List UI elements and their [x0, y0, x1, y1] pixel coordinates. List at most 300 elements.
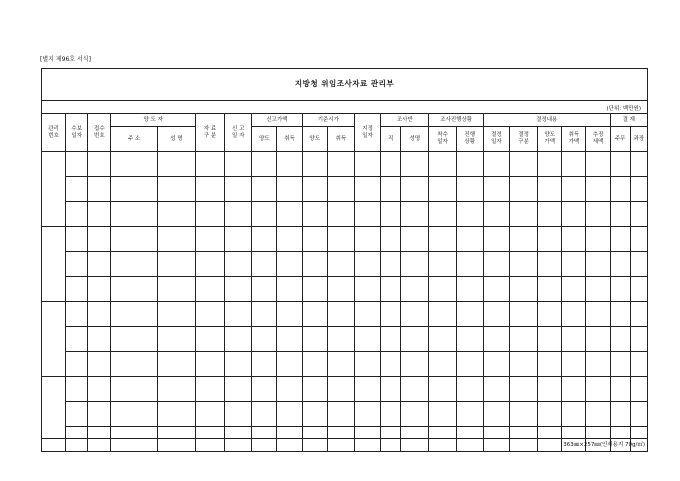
entry-cell[interactable]	[401, 327, 429, 352]
entry-cell[interactable]	[277, 352, 302, 377]
entry-cell[interactable]	[327, 352, 354, 377]
entry-cell[interactable]	[586, 277, 610, 302]
entry-cell[interactable]	[225, 377, 252, 402]
entry-cell[interactable]	[355, 427, 381, 452]
entry-cell[interactable]	[66, 202, 88, 227]
entry-cell[interactable]	[327, 277, 354, 302]
entry-cell[interactable]	[327, 177, 354, 202]
entry-cell[interactable]	[538, 202, 562, 227]
entry-cell[interactable]	[610, 252, 630, 277]
entry-cell[interactable]	[302, 427, 327, 452]
entry-cell[interactable]	[562, 177, 586, 202]
entry-cell[interactable]	[111, 177, 157, 202]
entry-cell[interactable]	[195, 252, 224, 277]
entry-cell[interactable]	[401, 252, 429, 277]
entry-cell[interactable]	[302, 227, 327, 252]
entry-cell[interactable]	[88, 277, 111, 302]
entry-cell[interactable]	[157, 302, 195, 327]
entry-cell[interactable]	[562, 327, 586, 352]
entry-cell[interactable]	[562, 277, 586, 302]
header-officer: 주무	[610, 127, 630, 152]
header-additional-tax: 추징 세액	[586, 127, 610, 152]
entry-cell[interactable]	[429, 152, 456, 177]
entry-cell[interactable]	[630, 227, 647, 252]
entry-cell[interactable]	[195, 302, 224, 327]
entry-cell[interactable]	[88, 227, 111, 252]
entry-cell[interactable]	[157, 402, 195, 427]
header-reported-acquisition: 취득	[277, 127, 302, 152]
entry-cell[interactable]	[252, 252, 277, 277]
entry-cell[interactable]	[225, 152, 252, 177]
entry-cell[interactable]	[586, 202, 610, 227]
mgmt-no-cell[interactable]	[42, 302, 66, 377]
entry-cell[interactable]	[277, 327, 302, 352]
entry-cell[interactable]	[252, 427, 277, 452]
entry-cell[interactable]	[355, 377, 381, 402]
entry-cell[interactable]	[225, 302, 252, 327]
entry-cell[interactable]	[538, 252, 562, 277]
entry-cell[interactable]	[456, 252, 483, 277]
entry-cell[interactable]	[456, 302, 483, 327]
entry-cell[interactable]	[327, 377, 354, 402]
entry-cell[interactable]	[225, 327, 252, 352]
entry-cell[interactable]	[88, 202, 111, 227]
entry-cell[interactable]	[88, 402, 111, 427]
entry-cell[interactable]	[277, 252, 302, 277]
entry-cell[interactable]	[195, 402, 224, 427]
entry-cell[interactable]	[456, 427, 483, 452]
entry-cell[interactable]	[538, 177, 562, 202]
unit-label: (단위: 백만원)	[606, 106, 641, 112]
entry-cell[interactable]	[610, 177, 630, 202]
entry-cell[interactable]	[483, 227, 509, 252]
entry-cell[interactable]	[538, 302, 562, 327]
entry-cell[interactable]	[562, 202, 586, 227]
entry-cell[interactable]	[483, 152, 509, 177]
entry-cell[interactable]	[562, 227, 586, 252]
entry-cell[interactable]	[381, 227, 401, 252]
entry-cell[interactable]	[610, 202, 630, 227]
entry-cell[interactable]	[277, 202, 302, 227]
entry-cell[interactable]	[401, 277, 429, 302]
entry-cell[interactable]	[355, 202, 381, 227]
entry-cell[interactable]	[630, 402, 647, 427]
entry-cell[interactable]	[538, 377, 562, 402]
entry-cell[interactable]	[509, 302, 537, 327]
entry-cell[interactable]	[195, 177, 224, 202]
entry-cell[interactable]	[252, 402, 277, 427]
entry-cell[interactable]	[610, 377, 630, 402]
entry-cell[interactable]	[277, 277, 302, 302]
entry-cell[interactable]	[562, 377, 586, 402]
entry-cell[interactable]	[630, 352, 647, 377]
entry-cell[interactable]	[456, 227, 483, 252]
entry-cell[interactable]	[456, 202, 483, 227]
entry-cell[interactable]	[66, 377, 88, 402]
entry-cell[interactable]	[225, 402, 252, 427]
entry-cell[interactable]	[277, 402, 302, 427]
entry-cell[interactable]	[327, 427, 354, 452]
entry-cell[interactable]	[277, 227, 302, 252]
entry-cell[interactable]	[66, 327, 88, 352]
table-row	[42, 427, 648, 452]
entry-cell[interactable]	[509, 252, 537, 277]
table-row	[42, 352, 648, 377]
entry-cell[interactable]	[456, 327, 483, 352]
entry-cell[interactable]	[538, 227, 562, 252]
entry-cell[interactable]	[252, 177, 277, 202]
entry-cell[interactable]	[456, 177, 483, 202]
entry-cell[interactable]	[381, 377, 401, 402]
entry-cell[interactable]	[302, 377, 327, 402]
entry-cell[interactable]	[111, 402, 157, 427]
entry-cell[interactable]	[509, 277, 537, 302]
entry-cell[interactable]	[538, 402, 562, 427]
entry-cell[interactable]	[610, 402, 630, 427]
entry-cell[interactable]	[157, 227, 195, 252]
entry-cell[interactable]	[88, 327, 111, 352]
entry-cell[interactable]	[509, 402, 537, 427]
entry-cell[interactable]	[111, 427, 157, 452]
entry-cell[interactable]	[381, 352, 401, 377]
entry-cell[interactable]	[586, 352, 610, 377]
header-standard-transfer: 양도	[302, 127, 327, 152]
entry-cell[interactable]	[483, 202, 509, 227]
entry-cell[interactable]	[252, 327, 277, 352]
entry-cell[interactable]	[586, 252, 610, 277]
entry-cell[interactable]	[509, 352, 537, 377]
entry-cell[interactable]	[509, 227, 537, 252]
entry-cell[interactable]	[355, 327, 381, 352]
header-reported-price: 신고가액	[252, 114, 302, 127]
table-row	[42, 377, 648, 402]
entry-cell[interactable]	[630, 277, 647, 302]
entry-cell[interactable]	[538, 327, 562, 352]
entry-cell[interactable]	[429, 427, 456, 452]
entry-cell[interactable]	[456, 352, 483, 377]
table-row	[42, 177, 648, 202]
entry-cell[interactable]	[429, 202, 456, 227]
entry-cell[interactable]	[225, 227, 252, 252]
entry-cell[interactable]	[586, 302, 610, 327]
entry-cell[interactable]	[225, 352, 252, 377]
entry-cell[interactable]	[456, 377, 483, 402]
entry-cell[interactable]	[302, 202, 327, 227]
header-mgmt-no: 관리 번호	[42, 114, 66, 152]
entry-cell[interactable]	[157, 152, 195, 177]
entry-cell[interactable]	[456, 402, 483, 427]
entry-cell[interactable]	[195, 427, 224, 452]
entry-cell[interactable]	[66, 277, 88, 302]
entry-cell[interactable]	[401, 302, 429, 327]
entry-cell[interactable]	[483, 327, 509, 352]
entry-cell[interactable]	[327, 327, 354, 352]
header-progress-status: 진행 상황	[456, 127, 483, 152]
entry-cell[interactable]	[610, 352, 630, 377]
entry-cell[interactable]	[538, 152, 562, 177]
entry-cell[interactable]	[355, 277, 381, 302]
entry-cell[interactable]	[610, 327, 630, 352]
entry-cell[interactable]	[252, 227, 277, 252]
entry-cell[interactable]	[355, 302, 381, 327]
entry-cell[interactable]	[225, 202, 252, 227]
entry-cell[interactable]	[66, 302, 88, 327]
entry-cell[interactable]	[630, 202, 647, 227]
entry-cell[interactable]	[302, 327, 327, 352]
entry-cell[interactable]	[401, 402, 429, 427]
entry-cell[interactable]	[610, 227, 630, 252]
entry-cell[interactable]	[586, 177, 610, 202]
entry-cell[interactable]	[381, 277, 401, 302]
entry-cell[interactable]	[66, 227, 88, 252]
entry-cell[interactable]	[327, 152, 354, 177]
entry-cell[interactable]	[327, 227, 354, 252]
entry-cell[interactable]	[111, 377, 157, 402]
entry-cell[interactable]	[401, 377, 429, 402]
entry-cell[interactable]	[381, 202, 401, 227]
entry-cell[interactable]	[509, 327, 537, 352]
table-row	[42, 327, 648, 352]
header-decision-date: 결정 일자	[483, 127, 509, 152]
mgmt-no-cell[interactable]	[42, 377, 66, 452]
table-row	[42, 402, 648, 427]
entry-cell[interactable]	[401, 202, 429, 227]
entry-cell[interactable]	[277, 177, 302, 202]
entry-cell[interactable]	[483, 427, 509, 452]
entry-cell[interactable]	[302, 152, 327, 177]
table-row	[42, 302, 648, 327]
entry-cell[interactable]	[195, 352, 224, 377]
entry-cell[interactable]	[157, 352, 195, 377]
entry-cell[interactable]	[562, 252, 586, 277]
entry-cell[interactable]	[538, 352, 562, 377]
entry-cell[interactable]	[157, 252, 195, 277]
entry-cell[interactable]	[252, 352, 277, 377]
entry-cell[interactable]	[381, 327, 401, 352]
entry-cell[interactable]	[111, 302, 157, 327]
entry-cell[interactable]	[157, 177, 195, 202]
entry-cell[interactable]	[302, 252, 327, 277]
entry-cell[interactable]	[252, 277, 277, 302]
entry-cell[interactable]	[302, 352, 327, 377]
entry-cell[interactable]	[66, 402, 88, 427]
entry-cell[interactable]	[456, 277, 483, 302]
entry-cell[interactable]	[252, 302, 277, 327]
entry-cell[interactable]	[252, 202, 277, 227]
entry-cell[interactable]	[401, 427, 429, 452]
entry-cell[interactable]	[355, 402, 381, 427]
header-investigation-team: 조사반	[381, 114, 429, 127]
entry-cell[interactable]	[88, 252, 111, 277]
entry-cell[interactable]	[610, 302, 630, 327]
entry-cell[interactable]	[630, 377, 647, 402]
mgmt-no-cell[interactable]	[42, 152, 66, 227]
entry-cell[interactable]	[327, 402, 354, 427]
entry-cell[interactable]	[277, 302, 302, 327]
header-address: 주 소	[111, 127, 157, 152]
entry-cell[interactable]	[195, 327, 224, 352]
entry-cell[interactable]	[66, 252, 88, 277]
entry-cell[interactable]	[302, 277, 327, 302]
entry-cell[interactable]	[302, 402, 327, 427]
entry-cell[interactable]	[381, 177, 401, 202]
entry-cell[interactable]	[586, 327, 610, 352]
entry-cell[interactable]	[538, 277, 562, 302]
entry-cell[interactable]	[157, 327, 195, 352]
entry-cell[interactable]	[509, 177, 537, 202]
entry-cell[interactable]	[111, 227, 157, 252]
entry-cell[interactable]	[610, 277, 630, 302]
entry-cell[interactable]	[630, 327, 647, 352]
entry-cell[interactable]	[456, 152, 483, 177]
entry-cell[interactable]	[88, 177, 111, 202]
entry-cell[interactable]	[381, 152, 401, 177]
entry-cell[interactable]	[562, 302, 586, 327]
header-receipt-date: 수보 일자	[66, 114, 88, 152]
entry-cell[interactable]	[483, 352, 509, 377]
entry-cell[interactable]	[225, 252, 252, 277]
header-reported-transfer: 양도	[252, 127, 277, 152]
entry-cell[interactable]	[88, 352, 111, 377]
entry-cell[interactable]	[195, 152, 224, 177]
entry-cell[interactable]	[88, 427, 111, 452]
header-intake-no: 접수 번호	[88, 114, 111, 152]
entry-cell[interactable]	[66, 152, 88, 177]
entry-cell[interactable]	[111, 152, 157, 177]
header-data-type: 자 료 구 분	[195, 114, 224, 152]
entry-cell[interactable]	[157, 427, 195, 452]
entry-cell[interactable]	[225, 427, 252, 452]
entry-cell[interactable]	[483, 277, 509, 302]
entry-cell[interactable]	[355, 352, 381, 377]
entry-cell[interactable]	[252, 377, 277, 402]
entry-cell[interactable]	[88, 302, 111, 327]
header-progress: 조사진행상황	[429, 114, 483, 127]
entry-cell[interactable]	[355, 177, 381, 202]
entry-cell[interactable]	[401, 227, 429, 252]
entry-cell[interactable]	[381, 427, 401, 452]
ledger-body	[42, 152, 648, 452]
entry-cell[interactable]	[355, 152, 381, 177]
paper-size-note: 363㎜×257㎜(인쇄용지 70g/㎡)	[563, 442, 645, 448]
entry-cell[interactable]	[381, 402, 401, 427]
entry-cell[interactable]	[562, 352, 586, 377]
entry-cell[interactable]	[429, 177, 456, 202]
entry-cell[interactable]	[630, 177, 647, 202]
entry-cell[interactable]	[195, 202, 224, 227]
header-decision-type: 결정 구분	[509, 127, 537, 152]
entry-cell[interactable]	[157, 202, 195, 227]
header-approval: 결 재	[610, 114, 647, 127]
entry-cell[interactable]	[586, 227, 610, 252]
entry-cell[interactable]	[277, 377, 302, 402]
entry-cell[interactable]	[401, 152, 429, 177]
entry-cell[interactable]	[586, 152, 610, 177]
entry-cell[interactable]	[277, 152, 302, 177]
entry-cell[interactable]	[483, 377, 509, 402]
entry-cell[interactable]	[429, 352, 456, 377]
table-row	[42, 277, 648, 302]
entry-cell[interactable]	[401, 352, 429, 377]
entry-cell[interactable]	[483, 252, 509, 277]
form-frame	[41, 68, 648, 439]
entry-cell[interactable]	[88, 152, 111, 177]
entry-cell[interactable]	[381, 302, 401, 327]
entry-cell[interactable]	[509, 377, 537, 402]
entry-cell[interactable]	[586, 377, 610, 402]
entry-cell[interactable]	[509, 427, 537, 452]
entry-cell[interactable]	[355, 252, 381, 277]
title-divider	[42, 100, 647, 101]
entry-cell[interactable]	[483, 177, 509, 202]
entry-cell[interactable]	[111, 352, 157, 377]
entry-cell[interactable]	[630, 302, 647, 327]
entry-cell[interactable]	[88, 377, 111, 402]
header-designation-date: 지정 일자	[355, 114, 381, 152]
entry-cell[interactable]	[277, 427, 302, 452]
entry-cell[interactable]	[111, 327, 157, 352]
entry-cell[interactable]	[252, 152, 277, 177]
mgmt-no-cell[interactable]	[42, 227, 66, 302]
entry-cell[interactable]	[509, 202, 537, 227]
entry-cell[interactable]	[66, 427, 88, 452]
entry-cell[interactable]	[225, 277, 252, 302]
entry-cell[interactable]	[195, 277, 224, 302]
entry-cell[interactable]	[429, 377, 456, 402]
entry-cell[interactable]	[327, 302, 354, 327]
header-report-date: 신 고 일 자	[225, 114, 252, 152]
entry-cell[interactable]	[381, 252, 401, 277]
entry-cell[interactable]	[429, 402, 456, 427]
entry-cell[interactable]	[429, 277, 456, 302]
entry-cell[interactable]	[630, 152, 647, 177]
entry-cell[interactable]	[483, 402, 509, 427]
entry-cell[interactable]	[429, 327, 456, 352]
entry-cell[interactable]	[509, 152, 537, 177]
entry-cell[interactable]	[610, 152, 630, 177]
entry-cell[interactable]	[327, 202, 354, 227]
entry-cell[interactable]	[302, 302, 327, 327]
entry-cell[interactable]	[111, 277, 157, 302]
entry-cell[interactable]	[157, 277, 195, 302]
form-number-label: [별지 제96호 서식]	[40, 56, 91, 63]
entry-cell[interactable]	[401, 177, 429, 202]
entry-cell[interactable]	[157, 377, 195, 402]
entry-cell[interactable]	[111, 202, 157, 227]
entry-cell[interactable]	[562, 402, 586, 427]
form-title: 지방청 위임조사자료 관리부	[294, 79, 395, 88]
entry-cell[interactable]	[630, 252, 647, 277]
entry-cell[interactable]	[429, 227, 456, 252]
entry-cell[interactable]	[195, 227, 224, 252]
entry-cell[interactable]	[429, 252, 456, 277]
entry-cell[interactable]	[195, 377, 224, 402]
entry-cell[interactable]	[66, 352, 88, 377]
entry-cell[interactable]	[302, 177, 327, 202]
entry-cell[interactable]	[355, 227, 381, 252]
entry-cell[interactable]	[538, 427, 562, 452]
entry-cell[interactable]	[483, 302, 509, 327]
entry-cell[interactable]	[225, 177, 252, 202]
entry-cell[interactable]	[586, 402, 610, 427]
entry-cell[interactable]	[66, 177, 88, 202]
entry-cell[interactable]	[327, 252, 354, 277]
header-decision: 결정내용	[483, 114, 610, 127]
entry-cell[interactable]	[429, 302, 456, 327]
header-acquisition-price: 취득 가액	[562, 127, 586, 152]
entry-cell[interactable]	[562, 152, 586, 177]
entry-cell[interactable]	[111, 252, 157, 277]
